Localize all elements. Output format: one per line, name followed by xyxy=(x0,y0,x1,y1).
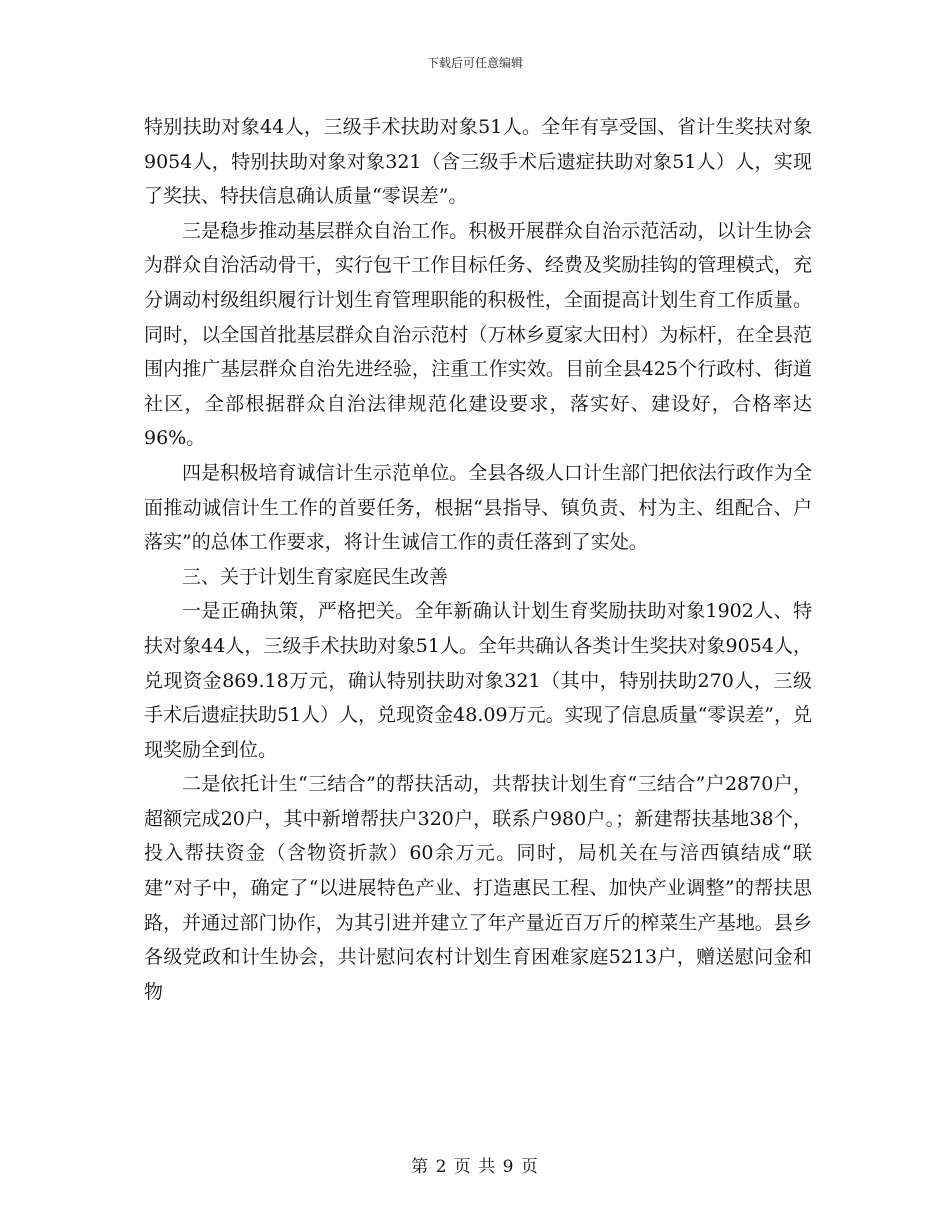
page-header-note: 下载后可任意编辑 xyxy=(426,56,523,70)
page-number: 第 2 页 共 9 页 xyxy=(411,1157,539,1177)
paragraph-integrity-units: 四是积极培育诚信计生示范单位。全县各级人口计生部门把依法行政作为全面推动诚信计生工作的首要任务，根据“县指导、镇负责、村为主、组配合、户落实”的总体工作要求，将计生诚信工作的责任落到了实处。 xyxy=(144,461,812,554)
section-heading: 三、关于计划生育家庭民生改善 xyxy=(182,565,449,588)
document-body xyxy=(144,110,812,1009)
paragraph-correct-policy: 一是正确执策，严格把关。全年新确认计划生育奖励扶助对象1902人、特扶对象44人，三级手术扶助对象51人。全年共确认各类计生奖扶对象9054人，兑现资金869.18万元，确认特别扶助对象321（其中，特别扶助270人，三级手术后遗症扶助51人）人，兑现资金48.09万元。实现了信息质量“零误差”，兑现奖励全到位。 xyxy=(144,600,812,761)
paragraph-continuation: 特别扶助对象44人，三级手术扶助对象51人。全年有享受国、省计生奖扶对象9054人，特别扶助对象对象321（含三级手术后遗症扶助对象51人）人，实现了奖扶、特扶信息确认质量“零误差”。 xyxy=(144,116,812,208)
paragraph-grassroots-autonomy: 三是稳步推动基层群众自治工作。积极开展群众自治示范活动，以计生协会为群众自治活动骨干，实行包干工作目标任务、经费及奖励挂钩的管理模式，充分调动村级组织履行计划生育管理职能的积极性，全面提高计划生育工作质量。同时，以全国首批基层群众自治示范村（万林乡夏家大田村）为标杆，在全县范围内推广基层群众自治先进经验，注重工作实效。目前全县425个行政村、街道社区，全部根据群众自治法律规范化建设要求，落实好、建设好，合格率达96%。 xyxy=(144,219,812,450)
paragraph-assistance-activities: 二是依托计生“三结合”的帮扶活动，共帮扶计划生育“三结合”户2870户，超额完成20户，其中新增帮扶户320户，联系户980户。；新建帮扶基地38个，投入帮扶资金（含物资折款）60余万元。同时，局机关在与涪西镇结成“联建”对子中，确定了“以进展特色产业、打造惠民工程、加快产业调整”的帮扶思路，并通过部门协作，为其引进并建立了年产量近百万斤的榨菜生产基地。县乡各级党政和计生协会，共计慰问农村计划生育困难家庭5213户，赠送慰问金和物 xyxy=(144,773,812,1003)
